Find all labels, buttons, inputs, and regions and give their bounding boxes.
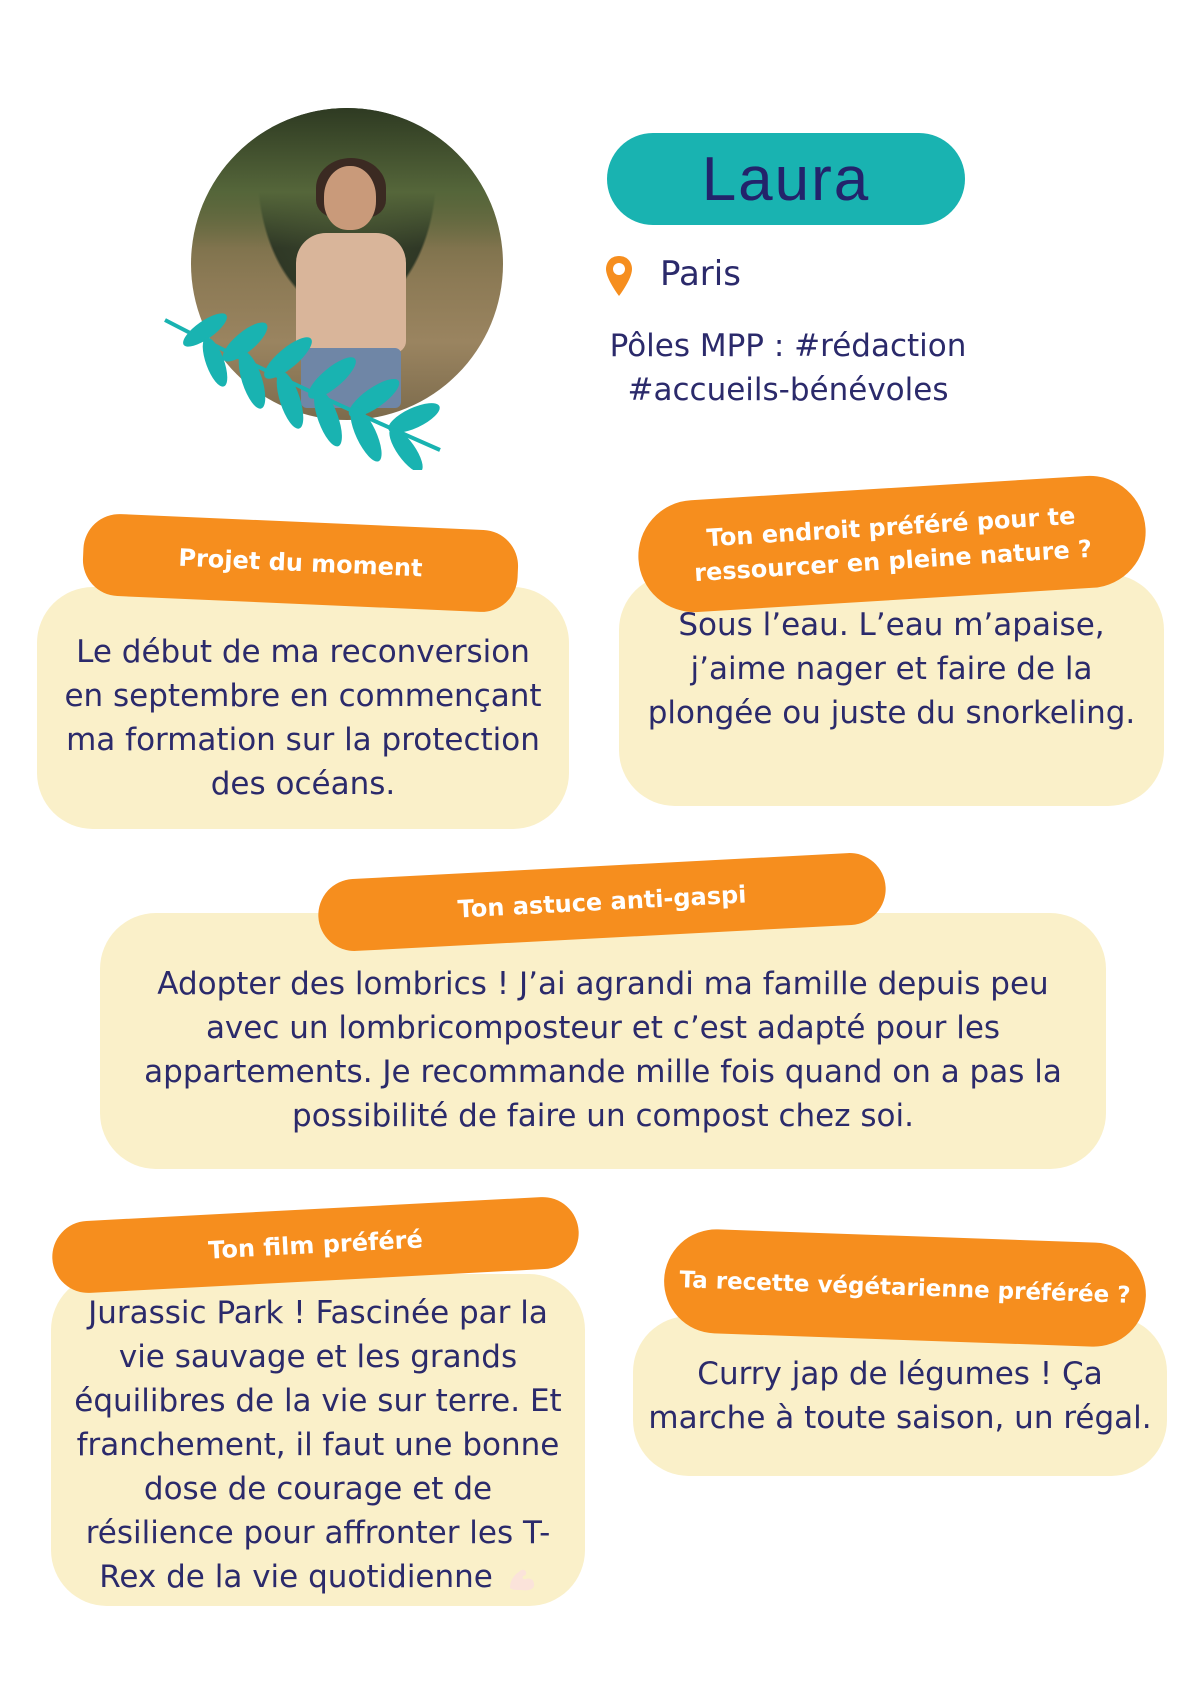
profile-city: Paris bbox=[660, 254, 741, 294]
poles-line-2: #accueils-bénévoles bbox=[627, 372, 949, 408]
name-badge bbox=[607, 133, 965, 225]
card-title-endroit: Ton endroit préféré pour te ressourcer en pleine nature ? bbox=[635, 473, 1149, 616]
profile-name: Laura bbox=[701, 144, 871, 214]
card-title-recette: Ta recette végétarienne préférée ? bbox=[662, 1228, 1147, 1349]
card-projet-du-moment bbox=[37, 587, 569, 829]
poles-line-1: Pôles MPP : #rédaction bbox=[609, 328, 967, 364]
card-text: Adopter des lombrics ! J’ai agrandi ma famille depuis peu avec un lombricomposteur et c’est adapté pour les appartements. Je recommande mille fois quand on a pas la possibilité de faire un compost chez soi. bbox=[144, 966, 1062, 1134]
profile-poles bbox=[588, 324, 988, 412]
card-title-projet: Projet du moment bbox=[81, 513, 519, 614]
card-film-prefere bbox=[51, 1274, 585, 1606]
flexed-biceps-icon bbox=[507, 1566, 537, 1592]
card-title-film: Ton film préféré bbox=[50, 1195, 580, 1294]
card-title-astuce: Ton astuce anti-gaspi bbox=[317, 851, 888, 953]
card-text: Sous l’eau. L’eau m’apaise, j’aime nager et faire de la plongée ou juste du snorkeling. bbox=[647, 607, 1136, 731]
card-astuce-anti-gaspi bbox=[100, 913, 1106, 1169]
card-text: Le début de ma reconversion en septembre en commençant ma formation sur la protection des océans. bbox=[64, 634, 542, 802]
location-pin-icon bbox=[604, 254, 634, 300]
card-text: Curry jap de légumes ! Ça marche à toute saison, un régal. bbox=[648, 1356, 1152, 1436]
card-text: Jurassic Park ! Fascinée par la vie sauvage et les grands équilibres de la vie sur terre. Et franchement, il faut une bonne dose de courage et de résilience pour affronter les T-Rex de la vie quotidienne bbox=[74, 1295, 562, 1595]
leaf-branch-icon bbox=[160, 300, 460, 470]
